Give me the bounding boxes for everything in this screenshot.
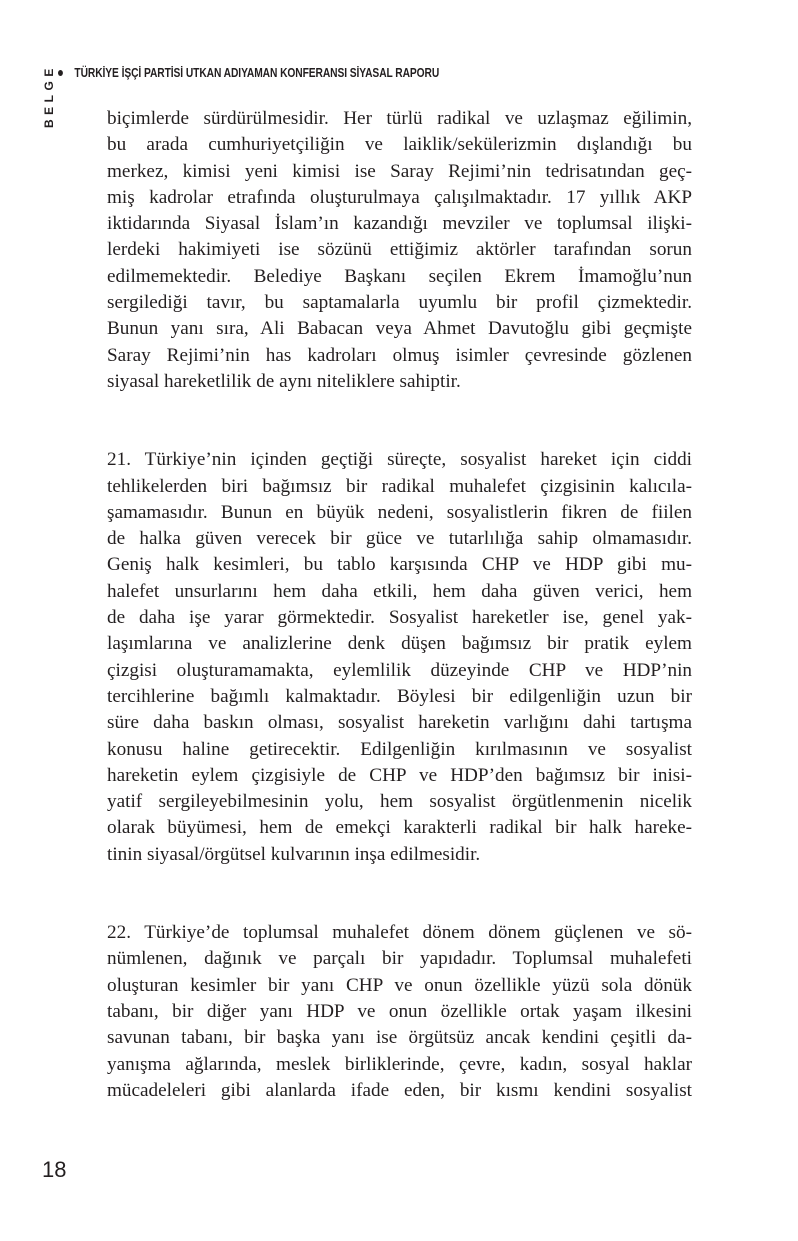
- page-number: 18: [42, 1157, 67, 1182]
- text-line: olarak büyümesi, hem de emekçi karakterli radikal bir halk hareke-: [107, 817, 692, 839]
- text-line: süre daha baskın olması, sosyalist hareketin varlığını dahi tartışma: [107, 712, 692, 734]
- text-line: tinin siyasal/örgütsel kulvarının inşa edilmesidir.: [107, 843, 481, 865]
- text-line: sergilediği tavır, bu saptamalarla uyumlu bir profil çizmektedir.: [107, 292, 692, 314]
- text-line: çizgisi oluşturamamakta, eylemlilik düzeyinde CHP ve HDP’nin: [107, 659, 692, 681]
- text-line: konusu haline getirecektir. Edilgenliğin kırılmasının ve sosyalist: [107, 738, 692, 760]
- text-line: tabanı, bir diğer yanı HDP ve onun özellikle ortak yaşam ilkesini: [107, 1000, 692, 1022]
- text-line: 22. Türkiye’de toplumsal muhalefet dönem dönem güçlenen ve sö-: [107, 922, 692, 944]
- section-label: BELGE: [42, 64, 56, 128]
- text-line: siyasal hareketlilik de aynı niteliklere sahiptir.: [107, 370, 461, 392]
- body-text: [107, 106, 692, 1104]
- text-line: tehlikelerden biri bağımsız bir radikal muhalefet çizgisinin kalıcıla-: [107, 475, 692, 497]
- text-line: mücadeleleri gibi alanlarda ifade eden, bir kısmı kendini sosyalist: [107, 1079, 692, 1101]
- text-line: de daha işe yarar görmektedir. Sosyalist hareketler ise, genel yak-: [107, 607, 692, 629]
- text-line: halefet unsurlarını hem daha etkili, hem daha güven verici, hem: [107, 580, 692, 602]
- text-line: tercihlerine bağımlı kalmaktadır. Böylesi bir edilgenliğin uzun bir: [107, 685, 692, 707]
- text-line: Saray Rejimi’nin has kadroları olmuş isimler çevresinde gözlenen: [107, 344, 692, 366]
- text-line: 21. Türkiye’nin içinden geçtiği süreçte, sosyalist hareket için ciddi: [107, 449, 692, 471]
- text-line: Bunun yanı sıra, Ali Babacan veya Ahmet Davutoğlu gibi geçmişte: [107, 318, 692, 340]
- text-line: bu arada cumhuriyetçiliğin ve laiklik/sekülerizmin dışlandığı bu: [107, 134, 692, 156]
- text-line: yanışma ağlarında, meslek birliklerinde, çevre, kadın, sosyal haklar: [107, 1053, 692, 1075]
- text-line: merkez, kimisi yeni kimisi ise Saray Rejimi’nin tedrisatından geç-: [107, 160, 692, 182]
- bullet-icon: [58, 70, 63, 76]
- text-line: oluşturan kesimler bir yanı CHP ve onun özellikle yüzü sola dönük: [107, 974, 692, 996]
- running-header-title: TÜRKİYE İŞÇİ PARTİSİ UTKAN ADIYAMAN KONFERANSI SİYASAL RAPORU: [74, 66, 440, 80]
- paragraph-21: [107, 447, 692, 868]
- text-line: de halka güven verecek bir güce ve tutarlılığa sahip olmamasıdır.: [107, 528, 692, 550]
- text-line: nümlenen, dağınık ve parçalı bir yapıdadır. Toplumsal muhalefeti: [107, 948, 692, 970]
- text-line: laşımlarına ve analizlerine denk düşen bağımsız bir pratik eylem: [107, 633, 692, 655]
- text-line: şamamasıdır. Bunun en büyük nedeni, sosyalistlerin fikren de fiilen: [107, 501, 692, 523]
- text-line: edilmemektedir. Belediye Başkanı seçilen Ekrem İmamoğlu’nun: [107, 265, 692, 287]
- text-line: biçimlerde sürdürülmesidir. Her türlü radikal ve uzlaşmaz eğilimin,: [107, 108, 692, 129]
- running-header: [58, 66, 439, 80]
- text-line: Geniş halk kesimleri, bu tablo karşısında CHP ve HDP gibi mu-: [107, 554, 692, 576]
- paragraph-22: [107, 920, 692, 1104]
- paragraph-continuation: [107, 106, 692, 395]
- text-line: yatif sergileyebilmesinin yolu, hem sosyalist örgütlenmenin nicelik: [107, 791, 692, 813]
- text-line: savunan tabanı, bir başka yanı ise örgütsüz ancak kendini çeşitli da-: [107, 1027, 692, 1049]
- text-line: lerdeki hakimiyeti ise sözünü ettiğimiz aktörler tarafından sorun: [107, 239, 692, 261]
- text-line: miş kadrolar etrafında oluşturulmaya çalışılmaktadır. 17 yıllık AKP: [107, 186, 692, 208]
- text-line: iktidarında Siyasal İslam’ın kazandığı mevziler ve toplumsal ilişki-: [107, 213, 692, 235]
- text-line: hareketin eylem çizgisiyle de CHP ve HDP’den bağımsız bir inisi-: [107, 764, 692, 786]
